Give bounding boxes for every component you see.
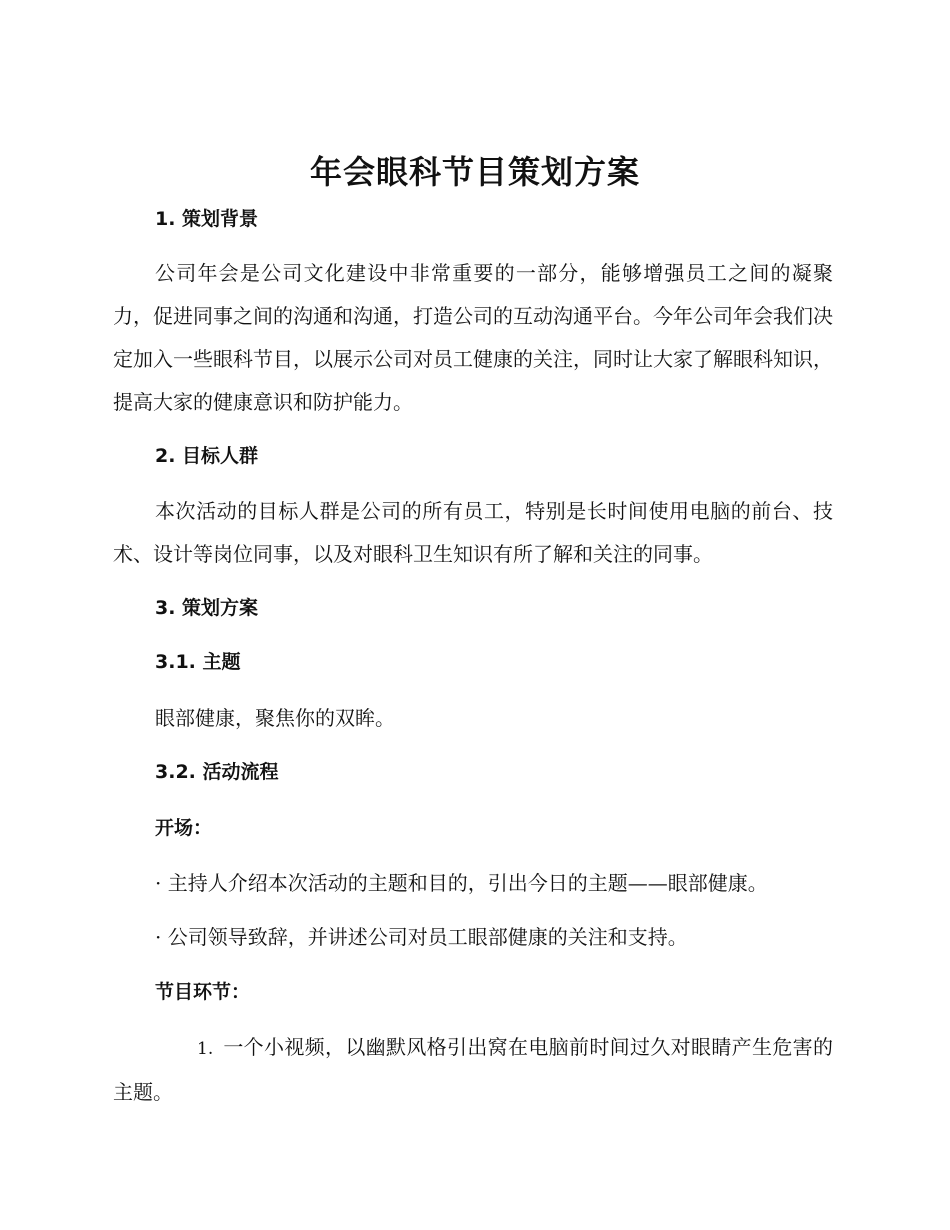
section-heading-plan: 3. 策划方案 [155,597,259,619]
document-title: 年会眼科节目策划方案 [309,153,640,191]
program-item-number: 1. [197,1039,214,1059]
opening-label: 开场： [155,817,213,839]
target-audience-paragraph: 本次活动的目标人群是公司的所有员工，特别是长时间使用电脑的前台、技术、设计等岗位同事，以及对眼科卫生知识有所了解和关注的同事。 [113,499,833,566]
program-item [113,1026,833,1114]
subsection-heading-theme: 3.1. 主题 [155,651,241,673]
subsection-heading-process: 3.2. 活动流程 [155,761,279,783]
section-heading-background: 1. 策划背景 [155,208,259,230]
background-paragraph: 公司年会是公司文化建设中非常重要的一部分，能够增强员工之间的凝聚力，促进同事之间的沟通和沟通，打造公司的互动沟通平台。今年公司年会我们决定加入一些眼科节目，以展示公司对员工健康的关注，同时让大家了解眼科知识，提高大家的健康意识和防护能力。 [113,261,833,414]
section-heading-target-audience: 2. 目标人群 [155,445,259,467]
opening-item: · 主持人介绍本次活动的主题和目的，引出今日的主题——眼部健康。 [155,871,768,895]
program-item-text: 一个小视频，以幽默风格引出窝在电脑前时间过久对眼睛产生危害的主题。 [113,1035,833,1104]
opening-item: · 公司领导致辞，并讲述公司对员工眼部健康的关注和支持。 [155,925,688,949]
program-label: 节目环节： [155,981,251,1003]
theme-text: 眼部健康，聚焦你的双眸。 [155,706,395,730]
